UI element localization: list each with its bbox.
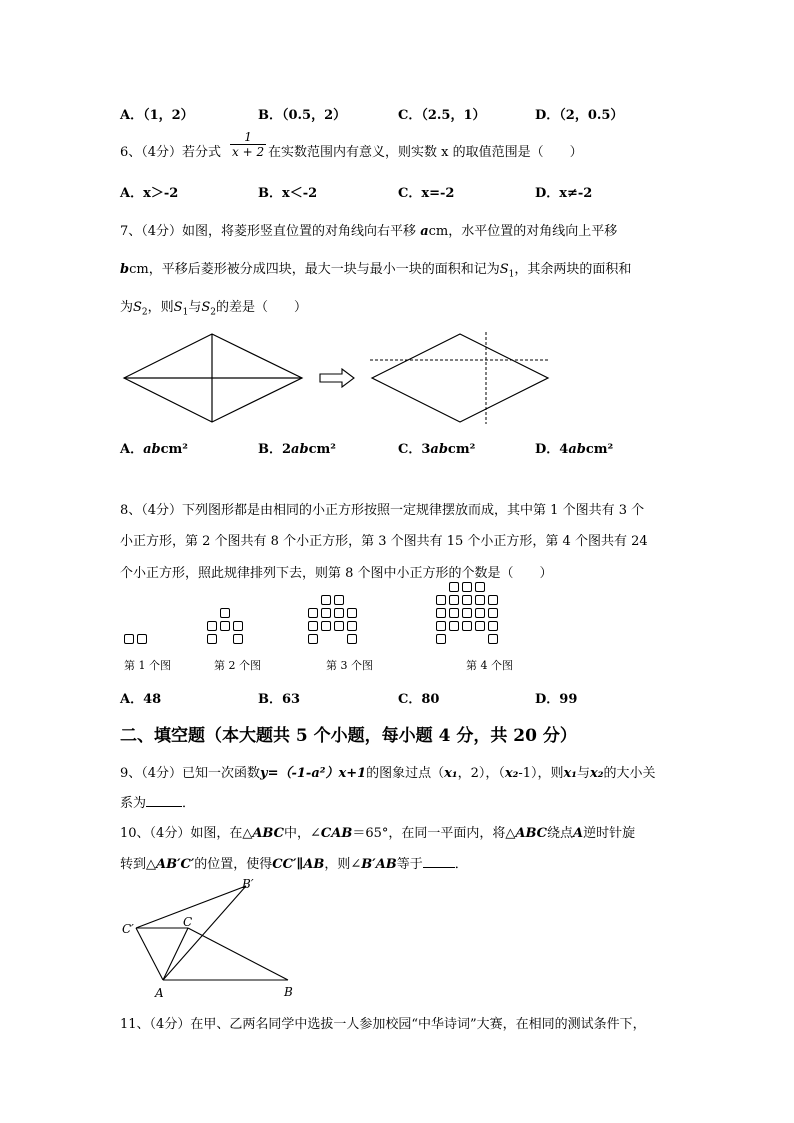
pattern-2-square [207, 621, 217, 631]
q10-triangle-figure [118, 876, 308, 1000]
pattern-4-square [436, 595, 446, 605]
pattern-4-square [462, 608, 472, 618]
label-b: B [284, 985, 293, 999]
q10-line-2: 转到△AB′C′的位置，使得CC′∥AB，则∠B′AB等于 ． [120, 857, 468, 872]
pattern-4-square [488, 621, 498, 631]
pattern-4-square [488, 595, 498, 605]
pattern-1-square [137, 634, 147, 644]
q6-option-c: C．x=-2 [398, 186, 455, 201]
pattern-4-square [462, 595, 472, 605]
pattern-4-square [475, 608, 485, 618]
pattern-2-square [233, 634, 243, 644]
q8-line-3: 个小正方形，照此规律排列下去，则第 8 个图中小正方形的个数是（ ） [120, 566, 553, 581]
q9-line-1: 9、（4分）已知一次函数y=（-1-a²）x+1的图象过点（x₁，2），（x₂-1），则x₁与x₂的大小关 [120, 766, 656, 781]
pattern-4-square [449, 608, 459, 618]
pattern-4-square [449, 582, 459, 592]
pattern-3-square [321, 595, 331, 605]
q7-option-a: A．abcm² [120, 442, 188, 457]
pattern-3-square [308, 621, 318, 631]
q8-option-d: D．99 [535, 692, 578, 707]
pattern-2-square [220, 621, 230, 631]
label-a: A [155, 986, 164, 1000]
q6-prefix: 6、（4分）若分式 [120, 145, 222, 160]
q8-line-1: 8、（4分）下列图形都是由相同的小正方形按照一定规律摆放而成，其中第 1 个图共有 3 个 [120, 503, 645, 518]
pattern-3-square [334, 621, 344, 631]
pattern-4-square [488, 634, 498, 644]
q6-suffix: 在实数范围内有意义，则实数 x 的取值范围是（ ） [268, 145, 583, 160]
pattern-4-square [475, 582, 485, 592]
pattern-3-square [321, 608, 331, 618]
pattern-4-square [488, 608, 498, 618]
q7-line-2: bcm，平移后菱形被分成四块，最大一块与最小一块的面积和记为$S_1$，其余两块的面积和 [120, 262, 632, 280]
q8-caption-4: 第 4 个图 [466, 659, 513, 672]
q7-line-3: 为$S_2$，则$S_1$与$S_2$的差是（ ） [120, 300, 307, 318]
q8-caption-3: 第 3 个图 [326, 659, 373, 672]
pattern-2-square [207, 634, 217, 644]
q6-frac-den: x + 2 [232, 145, 265, 159]
rhombus-original [124, 334, 302, 422]
q6-option-d: D．x≠-2 [535, 186, 593, 201]
section-2-title: 二、填空题（本大题共 5 个小题，每小题 4 分，共 20 分） [120, 726, 577, 746]
pattern-2-square [220, 608, 230, 618]
pattern-4-square [475, 621, 485, 631]
q11-line-1: 11、（4分）在甲、乙两名同学中选拔一人参加校园“中华诗词”大赛，在相同的测试条件下， [120, 1017, 646, 1032]
q7-option-d: D．4abcm² [535, 442, 614, 457]
q5-option-d: D．（2，0.5） [535, 108, 624, 123]
q5-option-a: A．（1，2） [120, 108, 194, 123]
q6-option-a: A．x＞-2 [120, 186, 179, 201]
pattern-4-square [449, 595, 459, 605]
q6-frac-num: 1 [230, 130, 266, 145]
q10-answer-blank[interactable] [423, 855, 455, 868]
label-c: C [183, 915, 193, 929]
pattern-3-square [334, 595, 344, 605]
pattern-3-square [347, 634, 357, 644]
q8-line-2: 小正方形，第 2 个图共有 8 个小正方形，第 3 个图共有 15 个小正方形，第 4 个图共有 24 [120, 534, 648, 549]
label-c-prime: C′ [122, 922, 134, 936]
label-b-prime: B′ [242, 877, 254, 891]
pattern-4-square [462, 582, 472, 592]
q7-option-c: C．3abcm² [398, 442, 476, 457]
q8-option-b: B．63 [258, 692, 301, 707]
q6-option-b: B．x＜-2 [258, 186, 318, 201]
q10-line-1: 10、（4分）如图，在△ABC中，∠CAB＝65°，在同一平面内，将△ABC绕点A逆时针旋 [120, 826, 636, 841]
right-arrow-icon [320, 369, 354, 387]
q8-option-a: A．48 [120, 692, 162, 707]
q8-caption-1: 第 1 个图 [124, 659, 171, 672]
q5-option-b: B．（0.5，2） [258, 108, 347, 123]
q7-option-b: B．2abcm² [258, 442, 336, 457]
q8-option-c: C．80 [398, 692, 440, 707]
q5-option-c: C．（2.5，1） [398, 108, 486, 123]
pattern-3-square [347, 608, 357, 618]
pattern-3-square [321, 621, 331, 631]
pattern-3-square [308, 634, 318, 644]
pattern-4-square [436, 621, 446, 631]
pattern-3-square [308, 608, 318, 618]
rhombus-translated [370, 332, 550, 424]
pattern-4-square [462, 621, 472, 631]
pattern-2-square [233, 621, 243, 631]
pattern-4-square [436, 608, 446, 618]
pattern-4-square [436, 634, 446, 644]
pattern-4-square [475, 595, 485, 605]
pattern-3-square [347, 621, 357, 631]
q7-rhombus-figure [118, 330, 558, 430]
q7-line-1: 7、（4分）如图，将菱形竖直位置的对角线向右平移 acm，水平位置的对角线向上平移 [120, 224, 618, 239]
q9-line-2: 系为 ． [120, 796, 196, 811]
pattern-3-square [334, 608, 344, 618]
q6-fraction [230, 130, 266, 159]
q8-caption-2: 第 2 个图 [214, 659, 261, 672]
q9-answer-blank[interactable] [146, 794, 182, 807]
pattern-4-square [449, 621, 459, 631]
pattern-1-square [124, 634, 134, 644]
